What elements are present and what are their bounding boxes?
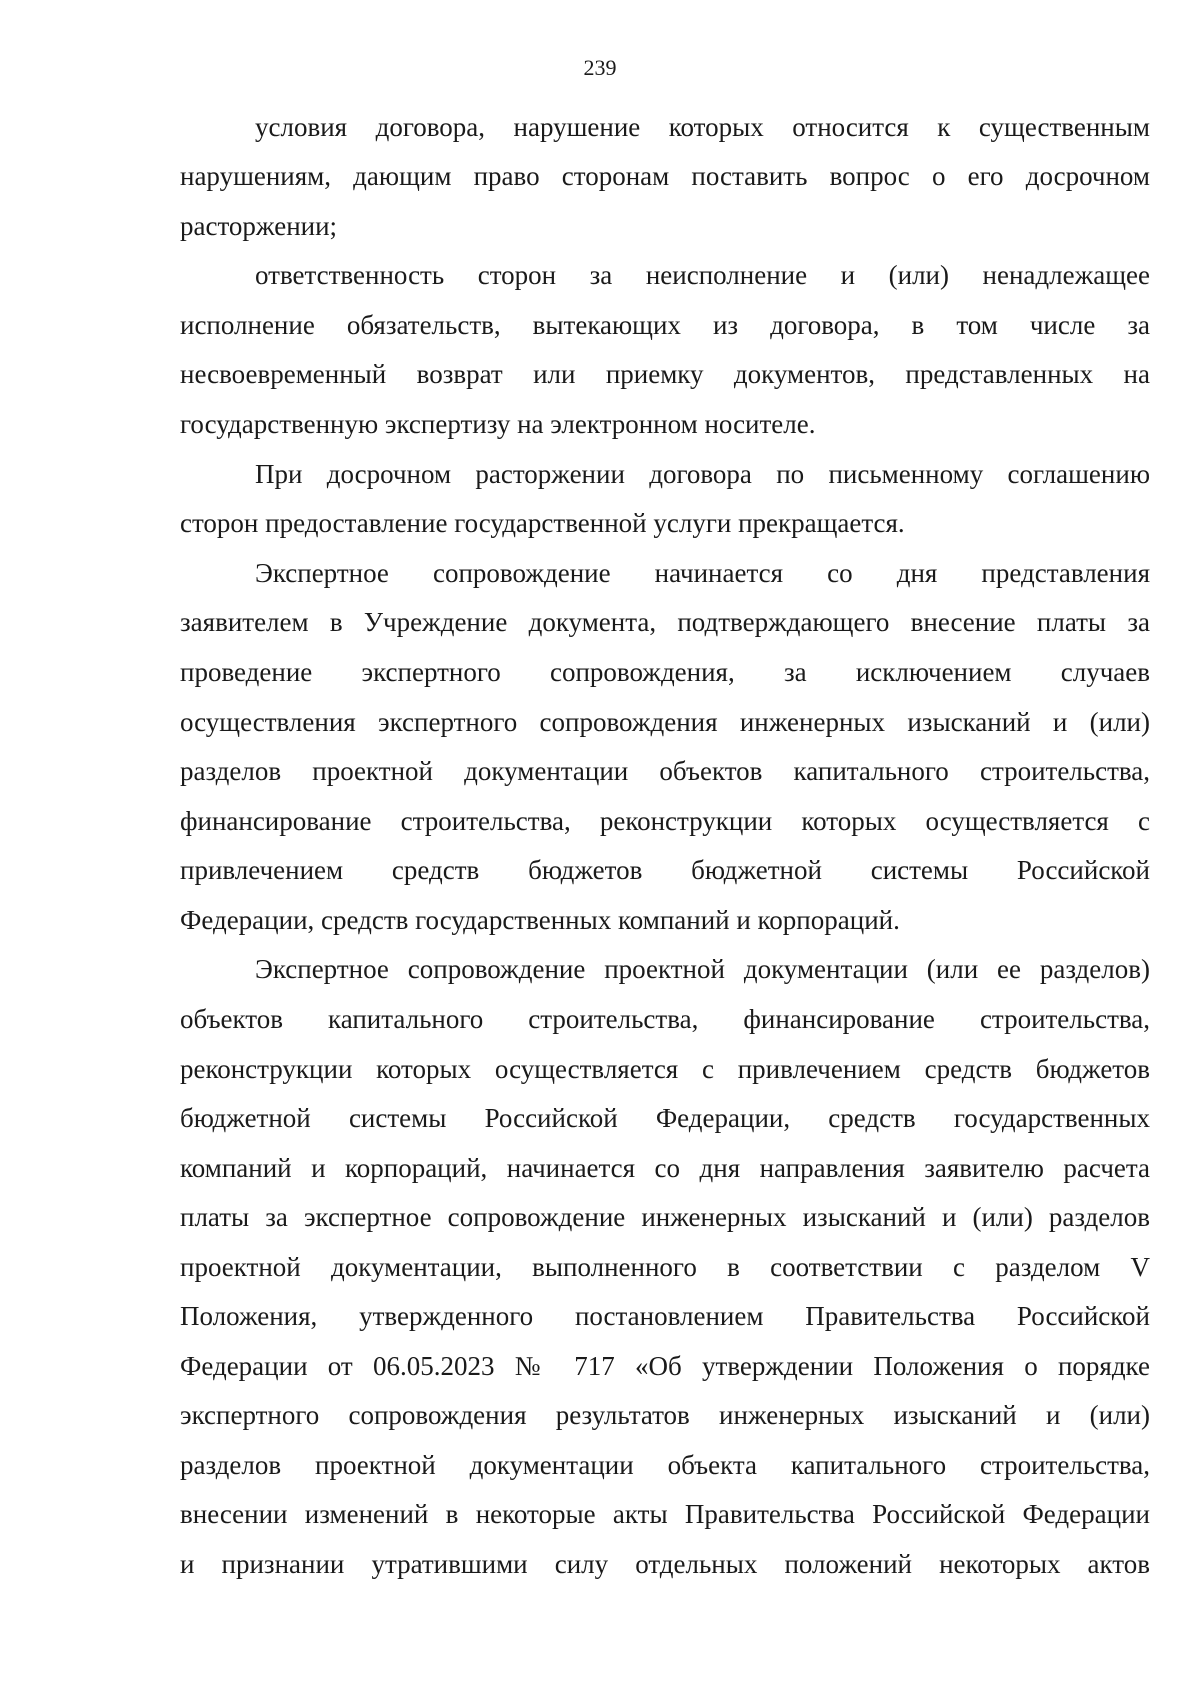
text-line: разделов проектной документации объекта капитального строительства, <box>180 1450 1150 1480</box>
text-line: государственную экспертизу на электронном носителе. <box>180 409 816 439</box>
text-line: При досрочном расторжении договора по письменному соглашению <box>255 459 1150 489</box>
text-line: осуществления экспертного сопровождения инженерных изысканий и (или) <box>180 707 1150 737</box>
text-line: проведение экспертного сопровождения, за исключением случаев <box>180 657 1150 687</box>
text-line: Федерации от 06.05.2023 № 717 «Об утверждении Положения о порядке <box>180 1351 1150 1381</box>
text-line: привлечением средств бюджетов бюджетной системы Российской <box>180 855 1150 885</box>
text-line: несвоевременный возврат или приемку документов, представленных на <box>180 359 1150 389</box>
text-line: объектов капитального строительства, финансирование строительства, <box>180 1004 1150 1034</box>
text-line: финансирование строительства, реконструкции которых осуществляется с <box>180 806 1150 836</box>
text-line: экспертного сопровождения результатов инженерных изысканий и (или) <box>180 1400 1150 1430</box>
text-line: разделов проектной документации объектов капитального строительства, <box>180 756 1150 786</box>
text-line: компаний и корпораций, начинается со дня направления заявителю расчета <box>180 1153 1150 1183</box>
text-line: бюджетной системы Российской Федерации, средств государственных <box>180 1103 1150 1133</box>
text-line: Экспертное сопровождение проектной документации (или ее разделов) <box>255 954 1150 984</box>
text-line: расторжении; <box>180 211 338 241</box>
page-number: 239 <box>583 55 617 80</box>
text-line: заявителем в Учреждение документа, подтверждающего внесение платы за <box>180 607 1150 637</box>
text-line: реконструкции которых осуществляется с привлечением средств бюджетов <box>180 1054 1150 1084</box>
text-line: Экспертное сопровождение начинается со дня представления <box>255 558 1150 588</box>
text-line: проектной документации, выполненного в соответствии с разделом V <box>180 1252 1150 1282</box>
text-line: Федерации, средств государственных компаний и корпораций. <box>180 905 900 935</box>
text-line: условия договора, нарушение которых относится к существенным <box>255 112 1150 142</box>
text-line: и признании утратившими силу отдельных положений некоторых актов <box>180 1549 1150 1579</box>
text-line: нарушениям, дающим право сторонам поставить вопрос о его досрочном <box>180 161 1150 191</box>
text-line: исполнение обязательств, вытекающих из договора, в том числе за <box>180 310 1150 340</box>
text-line: ответственность сторон за неисполнение и (или) ненадлежащее <box>255 260 1150 290</box>
text-line: сторон предоставление государственной услуги прекращается. <box>180 508 905 538</box>
text-line: внесении изменений в некоторые акты Правительства Российской Федерации <box>180 1499 1150 1529</box>
text-line: платы за экспертное сопровождение инженерных изысканий и (или) разделов <box>180 1202 1150 1232</box>
text-line: Положения, утвержденного постановлением Правительства Российской <box>180 1301 1150 1331</box>
